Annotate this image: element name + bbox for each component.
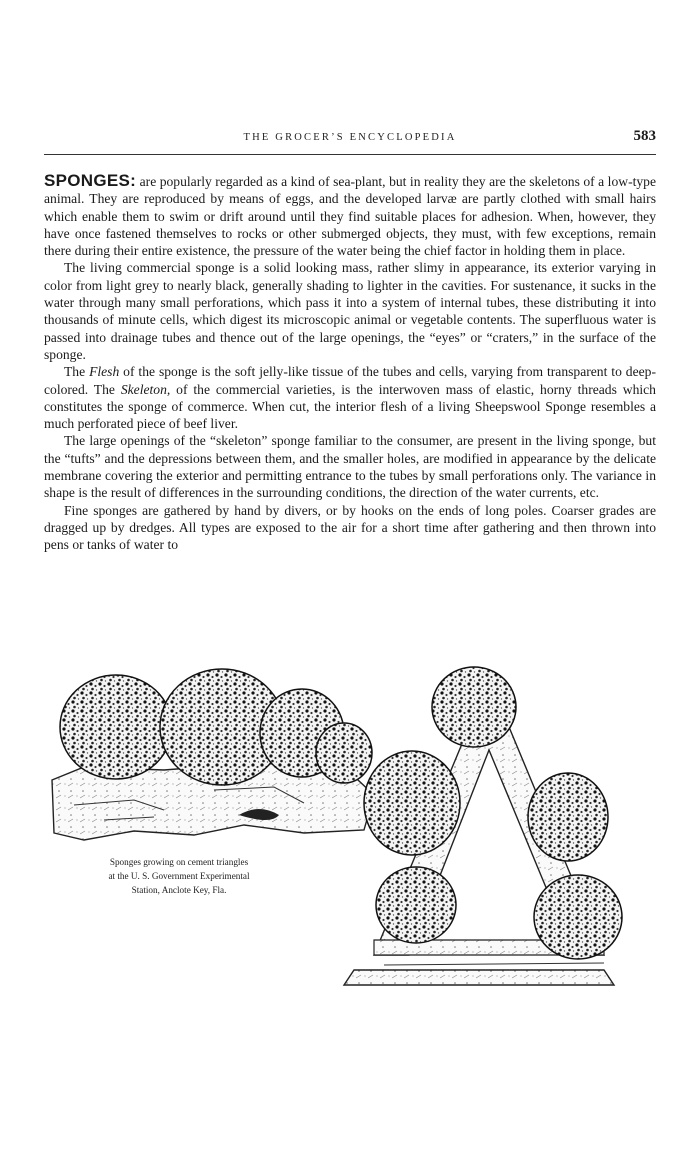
caption-line: Station, Anclote Key, Fla.	[131, 885, 227, 895]
page-number: 583	[633, 128, 656, 144]
left-sponges	[60, 669, 372, 785]
term-skeleton: Skeleton,	[120, 381, 171, 397]
flesh-mid: of the sponge is the soft jelly-like tissue of the tubes and cells, varying from transparent to deep-colored. The	[44, 364, 656, 397]
triangle-sponges	[364, 667, 622, 959]
paragraph-living: The living commercial sponge is a solid looking mass, rather slimy in appearance, its exterior varying in color from light grey to nearly black, generally shading to lighter in the cavities. For sustenance, it sucks in the water through many small perforations, which pass it into a system of internal tubes, these distributing it into thousands of minute cells, which digest its microscopic animal or vegetable contents. The superfluous water is passed into drainage tubes and thence out of the large openings, the “eyes” or “craters,” in the surface of the sponge.	[44, 260, 656, 362]
sponge-illustration	[44, 655, 656, 1000]
paragraph-intro	[44, 172, 656, 259]
flesh-pre: The	[64, 364, 90, 380]
caption-line: at the U. S. Government Experimental	[108, 871, 250, 881]
caption-line: Sponges growing on cement triangles	[109, 857, 249, 867]
flesh-post: of the commercial varieties, is the interwoven mass of elastic, horny threads which constitutes the sponge of commerce. When cut, the interior flesh of a living Sheepswool Sponge resembles a much perforated piece of beef liver.	[44, 381, 656, 432]
sponge-triangles-figure	[44, 655, 656, 1000]
term-flesh: Flesh	[89, 364, 120, 380]
entry-sponges	[44, 172, 656, 554]
running-title: THE GROCER’S ENCYCLOPEDIA	[243, 132, 457, 143]
headword: SPONGES:	[44, 171, 137, 190]
paragraph-gathering: Fine sponges are gathered by hand by divers, or by hooks on the ends of long poles. Coarser grades are dragged up by dredges. All types are exposed to the air for a short time after gathering and then thrown into pens or tanks of water to	[44, 502, 656, 553]
paragraph-flesh	[44, 363, 656, 432]
paragraph-intro-text: are popularly regarded as a kind of sea-plant, but in reality they are the skeletons of a low-type animal. They are reproduced by means of eggs, and the developed larvæ are partly clothed with small hairs which enable them to swim or drift around until they find suitable places for adhesion. When, however, they have once fastened themselves to rocks or other submerged objects, they must, with few exceptions, remain there during their entire existence, the pressure of the water being the chief factor in holding them in place.	[44, 174, 656, 259]
header-rule	[44, 154, 656, 155]
figure-caption	[84, 855, 274, 897]
running-header	[44, 128, 656, 148]
paragraph-openings: The large openings of the “skeleton” sponge familiar to the consumer, are present in the living sponge, but the “tufts” and the depressions between them, and the smaller holes, are modified in appearance by the delicate membrane covering the exterior and permitting entrance to the tubes by small perforations only. The variance in shape is the result of differences in the surrounding conditions, the direction of the water currents, etc.	[44, 433, 656, 501]
